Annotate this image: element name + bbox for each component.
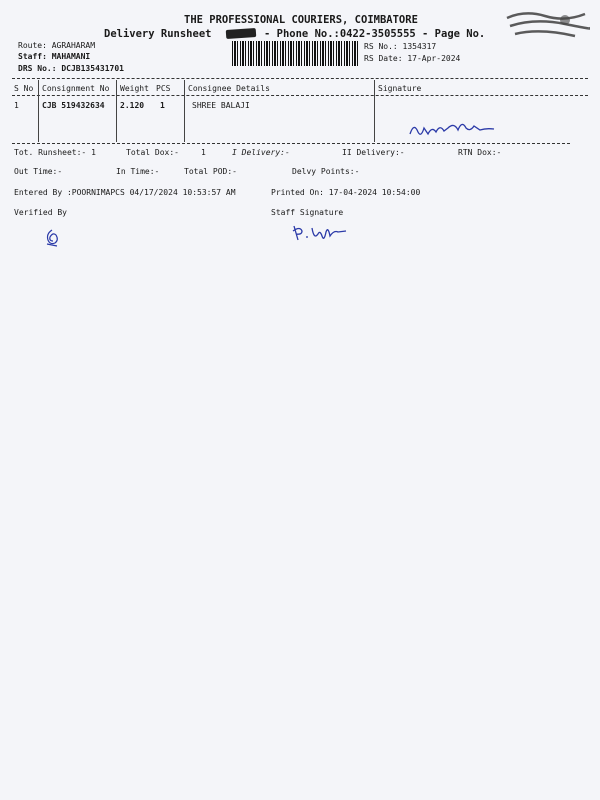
cell-weight: 2.120 — [120, 101, 145, 110]
out-time: Out Time:- — [14, 167, 63, 176]
table-bottom-rule — [12, 143, 570, 144]
col-header-consignment: Consignment No — [42, 84, 110, 93]
entered-by: Entered By :POORNIMAPCS 04/17/2024 10:53:57 AM — [14, 188, 236, 197]
col-divider — [184, 80, 185, 142]
runsheet-title: Delivery Runsheet — [104, 28, 212, 40]
col-header-weight: Weight — [120, 84, 149, 93]
col-header-signature: Signature — [378, 84, 422, 93]
col-divider — [116, 80, 117, 142]
route-label: Route: AGRAHARAM — [18, 41, 96, 50]
company-title: THE PROFESSIONAL COURIERS, COIMBATORE — [184, 14, 418, 26]
staff-signature — [290, 222, 350, 244]
total-pod: Total POD:- — [184, 167, 237, 176]
barcode — [232, 41, 359, 66]
in-time: In Time:- — [116, 167, 160, 176]
i-delivery: I Delivery:- — [232, 148, 290, 157]
printed-on: Printed On: 17-04-2024 10:54:00 — [271, 188, 421, 197]
total-dox-value: 1 — [201, 148, 206, 157]
col-divider — [38, 80, 39, 142]
col-header-consignee: Consignee Details — [188, 84, 270, 93]
receiver-signature — [408, 116, 498, 140]
phone-line: - Phone No.:0422-3505555 - Page No. — [264, 28, 486, 40]
verifier-signature — [42, 228, 62, 248]
staff-label: Staff: MAHAMANI — [18, 52, 91, 61]
tot-runsheet: Tot. Runsheet:- 1 — [14, 148, 96, 157]
redaction-mark — [226, 28, 257, 39]
delvy-points: Delvy Points:- — [292, 167, 360, 176]
drs-number: DRS No.: DCJB135431701 — [18, 64, 124, 73]
verified-by-label: Verified By — [14, 208, 67, 217]
cell-sno: 1 — [14, 101, 19, 110]
cell-consignment: CJB 519432634 — [42, 101, 105, 110]
col-header-pcs: PCS — [156, 84, 171, 93]
scribble-mark — [505, 8, 590, 40]
rs-date: RS Date: 17-Apr-2024 — [364, 54, 461, 63]
rs-number: RS No.: 1354317 — [364, 42, 437, 51]
ii-delivery: II Delivery:- — [342, 148, 405, 157]
cell-pcs: 1 — [160, 101, 165, 110]
table-header-rule — [12, 95, 588, 96]
total-dox-label: Total Dox:- — [126, 148, 179, 157]
rtn-dox: RTN Dox:- — [458, 148, 502, 157]
staff-signature-label: Staff Signature — [271, 208, 344, 217]
col-header-sno: S No — [14, 84, 34, 93]
cell-consignee: SHREE BALAJI — [192, 101, 250, 110]
table-top-rule — [12, 78, 588, 79]
col-divider — [374, 80, 375, 142]
